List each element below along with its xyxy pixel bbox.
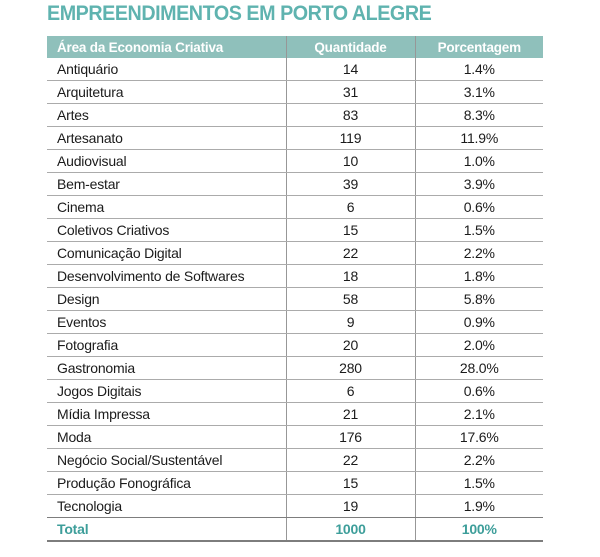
quantity-cell: 31 <box>286 81 415 104</box>
quantity-cell: 18 <box>286 265 415 288</box>
table-row <box>47 58 543 81</box>
area-cell: Arquitetura <box>47 81 286 104</box>
area-cell: Design <box>47 288 286 311</box>
quantity-cell: 22 <box>286 449 415 472</box>
table-row <box>47 173 543 196</box>
percentage-cell: 1.0% <box>415 150 543 173</box>
table-header-row <box>47 36 543 58</box>
quantity-cell: 21 <box>286 403 415 426</box>
table-row <box>47 495 543 518</box>
table-row <box>47 219 543 242</box>
percentage-cell: 3.1% <box>415 81 543 104</box>
enterprises-table <box>47 36 543 542</box>
percentage-cell: 17.6% <box>415 426 543 449</box>
page-title: EMPREENDIMENTOS EM PORTO ALEGRE <box>47 2 432 25</box>
quantity-cell: 119 <box>286 127 415 150</box>
quantity-cell: 83 <box>286 104 415 127</box>
area-cell: Comunicação Digital <box>47 242 286 265</box>
table-row <box>47 403 543 426</box>
area-cell: Fotografia <box>47 334 286 357</box>
percentage-cell: 0.6% <box>415 196 543 219</box>
column-header-area: Área da Economia Criativa <box>47 36 286 58</box>
total-row <box>47 518 543 542</box>
quantity-cell: 15 <box>286 472 415 495</box>
table-row <box>47 334 543 357</box>
percentage-cell: 0.9% <box>415 311 543 334</box>
table-row <box>47 196 543 219</box>
table-row <box>47 288 543 311</box>
area-cell: Artesanato <box>47 127 286 150</box>
table-row <box>47 472 543 495</box>
table-row <box>47 265 543 288</box>
percentage-cell: 28.0% <box>415 357 543 380</box>
quantity-cell: 176 <box>286 426 415 449</box>
percentage-cell: 2.0% <box>415 334 543 357</box>
percentage-cell: 8.3% <box>415 104 543 127</box>
column-header-percentage: Porcentagem <box>415 36 543 58</box>
area-cell: Coletivos Criativos <box>47 219 286 242</box>
quantity-cell: 22 <box>286 242 415 265</box>
area-cell: Gastronomia <box>47 357 286 380</box>
area-cell: Desenvolvimento de Softwares <box>47 265 286 288</box>
quantity-cell: 15 <box>286 219 415 242</box>
area-cell: Moda <box>47 426 286 449</box>
area-cell: Antiquário <box>47 58 286 81</box>
area-cell: Jogos Digitais <box>47 380 286 403</box>
table-row <box>47 150 543 173</box>
quantity-cell: 10 <box>286 150 415 173</box>
percentage-cell: 11.9% <box>415 127 543 150</box>
table-row <box>47 81 543 104</box>
percentage-cell: 1.8% <box>415 265 543 288</box>
area-cell: Tecnologia <box>47 495 286 518</box>
quantity-cell: 6 <box>286 380 415 403</box>
percentage-cell: 3.9% <box>415 173 543 196</box>
column-header-quantity: Quantidade <box>286 36 415 58</box>
total-percentage: 100% <box>415 518 543 542</box>
area-cell: Bem-estar <box>47 173 286 196</box>
quantity-cell: 58 <box>286 288 415 311</box>
percentage-cell: 1.5% <box>415 219 543 242</box>
quantity-cell: 6 <box>286 196 415 219</box>
table-row <box>47 380 543 403</box>
percentage-cell: 0.6% <box>415 380 543 403</box>
area-cell: Artes <box>47 104 286 127</box>
percentage-cell: 1.5% <box>415 472 543 495</box>
total-quantity: 1000 <box>286 518 415 542</box>
quantity-cell: 9 <box>286 311 415 334</box>
area-cell: Mídia Impressa <box>47 403 286 426</box>
table-row <box>47 311 543 334</box>
percentage-cell: 1.4% <box>415 58 543 81</box>
table-row <box>47 127 543 150</box>
area-cell: Eventos <box>47 311 286 334</box>
quantity-cell: 20 <box>286 334 415 357</box>
area-cell: Negócio Social/Sustentável <box>47 449 286 472</box>
total-label: Total <box>47 518 286 542</box>
percentage-cell: 2.2% <box>415 449 543 472</box>
quantity-cell: 19 <box>286 495 415 518</box>
area-cell: Produção Fonográfica <box>47 472 286 495</box>
table-row <box>47 104 543 127</box>
percentage-cell: 5.8% <box>415 288 543 311</box>
table-row <box>47 242 543 265</box>
quantity-cell: 14 <box>286 58 415 81</box>
area-cell: Cinema <box>47 196 286 219</box>
quantity-cell: 280 <box>286 357 415 380</box>
area-cell: Audiovisual <box>47 150 286 173</box>
table-row <box>47 449 543 472</box>
quantity-cell: 39 <box>286 173 415 196</box>
percentage-cell: 2.1% <box>415 403 543 426</box>
table-row <box>47 357 543 380</box>
percentage-cell: 2.2% <box>415 242 543 265</box>
percentage-cell: 1.9% <box>415 495 543 518</box>
table-body <box>47 58 543 518</box>
table-row <box>47 426 543 449</box>
